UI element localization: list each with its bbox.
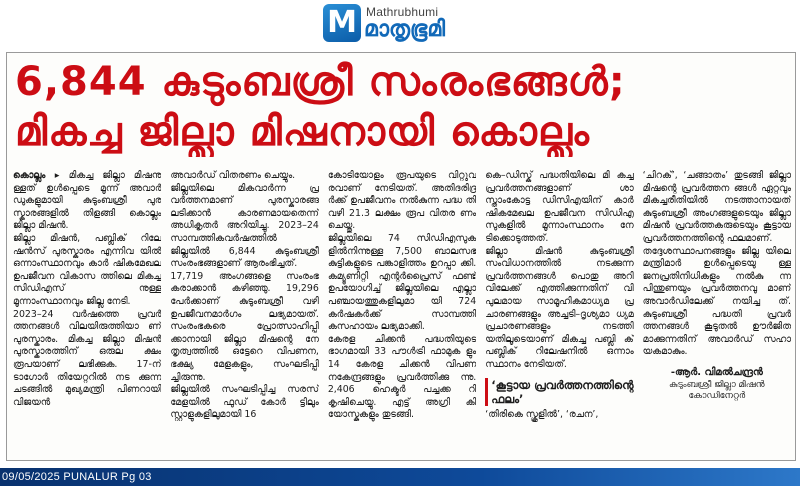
paragraph: ജില്ലയിലെ മികവാർന്ന പ്ര വർത്തനമാണ് പുരസ്കാരങ്ങ ലടിക്കാൻ കാരണമായതെന്ന് അധികൃതർ അറിയിച്ചു. 2023–24 സാമ്പത്തികവർഷത്തിൽ ജില്ലയിൽ 6,844 കുടുംബശ്രീ സംരംഭങ്ങളാണ് ആരംഭിച്ചത്. [170,182,319,270]
paragraph: അവാർഡ് വിതരണം ചെയ്യും. [170,170,296,181]
masthead [0,0,800,50]
paragraph: തദ്ദേശസ്ഥാപനങ്ങളും ജില്ല യിലെ മന്ത്രിമാർ ഉൾപ്പെടെയു ള്ള ജനപ്രതിനിധികളും നൽകു ന്ന പിന്തുണയും പ്രവർത്തനവു മാണ് അവാർഡിലേക്ക് നയിച്ച ത്. കുടുംബശ്രീ പദ്ധതി പ്രവർ ത്തനങ്ങൾ കൂടുതൽ ഊർജിത മാക്കുന്നതിന് അവാർഡ് സഹാ യകമാകും. [642,245,792,358]
edition-bar [0,468,800,486]
article-body [13,170,791,456]
article-column-1 [13,170,161,456]
article-column-3 [328,170,476,456]
paragraph-text: മികച്ച ജില്ലാ മിഷനു ള്ളത് ഉൾപ്പെടെ മൂന്ന് അവാർ ഡുകളുമായി കുടുംബശ്രീ പുര സ്കാരങ്ങളിൽ തിളങ്ങി കൊല്ലം ജില്ലാ മിഷൻ. [13,170,162,232]
paragraph: 17,719 അംഗങ്ങളെ സംരംഭ കരാക്കാൻ കഴിഞ്ഞു. 19,296 പേർക്കാണ് കുടുംബശ്രീ വഴി ഉപജീവനമാർഗം ലഭ്യമായത്. സംരംഭകരെ പ്രോത്സാഹിപ്പി ക്കാനായി ജില്ലാ മിഷന്റെ നേ തൃത്വത്തിൽ ഒട്ടേറെ വിപണന, ഭക്ഷ്യ മേളകളും, സംഘടിപ്പി ച്ചിരുന്നു. [170,270,319,383]
brand-name-english: Mathrubhumi [366,5,439,19]
subheading: ‘കൂട്ടായ പ്രവർത്തനത്തിന്റെ ഫലം’ [485,378,633,406]
headline-line-2: മികച്ച ജില്ലാ മിഷനായി കൊല്ലം [15,109,590,155]
paragraph: ‘ചിറക്’, ‘ചങ്ങാതം’ തുടങ്ങി ജില്ലാ മിഷന്റെ പ്രവർത്തന ങ്ങൾ ഏറ്റവും മികച്ചരീതിയിൽ നടത്താനായത് കുടുംബശ്രീ അംഗങ്ങളുടെയും ജില്ലാ മിഷൻ പ്രവർത്തകരുടെയും കൂട്ടായ പ്രവർത്തനത്തിന്റെ ഫലമാണ്. [642,170,792,244]
article-column-4 [485,170,633,456]
paragraph: കെ–ഡിസ്ക് പദ്ധതിയിലെ മി കച്ച പ്രവർത്തനങ്ങളാണ് ശാ സ്താംകോട്ട ഡിസിഎയിന് കാർ ഷികമേഖല ഉപജീവന സിഡിഎ സുകളിൽ മൂന്നാംസ്ഥാനം നേ ടിക്കൊടുത്തത്. [485,170,634,244]
byline-role: കുടുംബശ്രീ ജില്ലാ മിഷൻ കോഡിനേറ്റർ [669,379,765,401]
dateline: കൊല്ലം ▸ [13,170,60,181]
paragraph: ജില്ലയിൽ സംഘടിപ്പിച്ച സരസ് മേളയിൽ ഫുഡ് കോർ ട്ടിലും സ്റ്റാളുകളിലുമായി 16 [170,384,319,421]
news-clipping [6,52,796,461]
headline [15,57,789,157]
article-column-5 [643,170,791,456]
paragraph: ‘തിരികെ സ്കൂളിൽ’, ‘രചന’, [485,408,599,420]
byline-name: -ആർ. വിമൽചന്ദ്രൻ [670,366,763,378]
headline-line-1: 6,844 കുടുംബശ്രീ സംരംഭങ്ങൾ; [15,59,626,105]
paragraph [13,170,161,233]
brand-name-malayalam: മാതൃഭൂമി [364,17,446,42]
paragraph: 2023–24 വർഷത്തെ പ്രവർ ത്തനങ്ങൾ വിലയിരുത്തിയാ ണ് പുരസ്കാരം. മികച്ച ജില്ലാ മിഷൻ പുരസ്കാരത്തിന് ഒരുല ക്ഷം രൂപയാണ് ലഭിക്കുക. 17-ന് ടാഗോർ തിയേറ്ററിൽ നട ക്കുന്ന ചടങ്ങിൽ മുഖ്യമന്ത്രി പിണറായി വിജയൻ [13,308,162,408]
paragraph: കേരള ചിക്കൻ പദ്ധതിയുടെ ഭാഗമായി 33 പൗൾട്രി ഫാമുക ളും 14 കേരള ചിക്കൻ വിപണ നകേന്ദ്രങ്ങളും പ്രവർത്തിക്കു ന്നു. 2,406 ഹെക്ടർ പച്ചക്ക റി കൃഷിചെയ്യു. എട്ട് അഗ്രി കി യോസ്കുകളും തുടങ്ങി. [327,333,477,421]
paragraph: ജില്ലാ മിഷൻ കുടുംബശ്രീ സംവിധാനത്തിൽ നടക്കുന്ന പ്രവർത്തനങ്ങൾ പൊതു അറി വിലേക്ക് എത്തിക്കുന്നതിന് വി പുലമായ സാമൂഹികമാധ്യമ പ്ര ചാരണങ്ങളും അച്ചടി–ദൃശ്യമാ ധ്യമ പ്രചാരണങ്ങളും നടത്തി യതിലൂടെയാണ് മികച്ച പബ്ലി ക് പബ്ലിക് റിലേഷനിൽ ഒന്നാം സ്ഥാനം നേടിയത്. [485,245,634,370]
edition-info: 09/05/2025 PUNALUR Pg 03 [2,471,152,483]
paragraph: കോടിയോളം രൂപയുടെ വിറ്റുവ രവാണ് നേടിയത്. അതിദരിദ്ര ർക്ക് ഉപജീവനം നൽകുന്ന പദ്ധ തി വഴി 21.3 ലക്ഷം രൂപ വിതര ണം ചെയ്തു. [327,170,477,232]
footer [0,468,800,503]
paragraph: ജില്ലാ മിഷൻ, പബ്ലിക് റിലേ ഷൻസ് പുരസ്കാരം എന്നിവ യിൽ ഒന്നാംസ്ഥാനവും കാർ ഷികമേഖല ഉപജീവന വികാസ ത്തിലെ മികച്ച സിഡിഎസ് നുള്ള മൂന്നാംസ്ഥാനവും ജില്ല നേടി. [13,232,162,307]
article-column-2 [170,170,318,456]
mathrubhumi-logo-icon: M [323,4,361,42]
paragraph: ജില്ലയിലെ 74 സിഡിഎസുക ളിൽനിന്നുള്ള 7,500 ബാലസഭ കുട്ടികളുടെ പങ്കാളിത്തം ഉറപ്പാ ക്കി. കമ്യൂണിറ്റി എന്റർപ്രൈസ് ഫണ്ട് ഉപയോഗിച്ച് ജില്ലയിലെ എല്ലാ പഞ്ചായത്തുകളിലുമാ യി 724 കർഷകർക്ക് സാമ്പത്തി കസഹായം ലഭ്യമാക്കി. [327,232,477,333]
